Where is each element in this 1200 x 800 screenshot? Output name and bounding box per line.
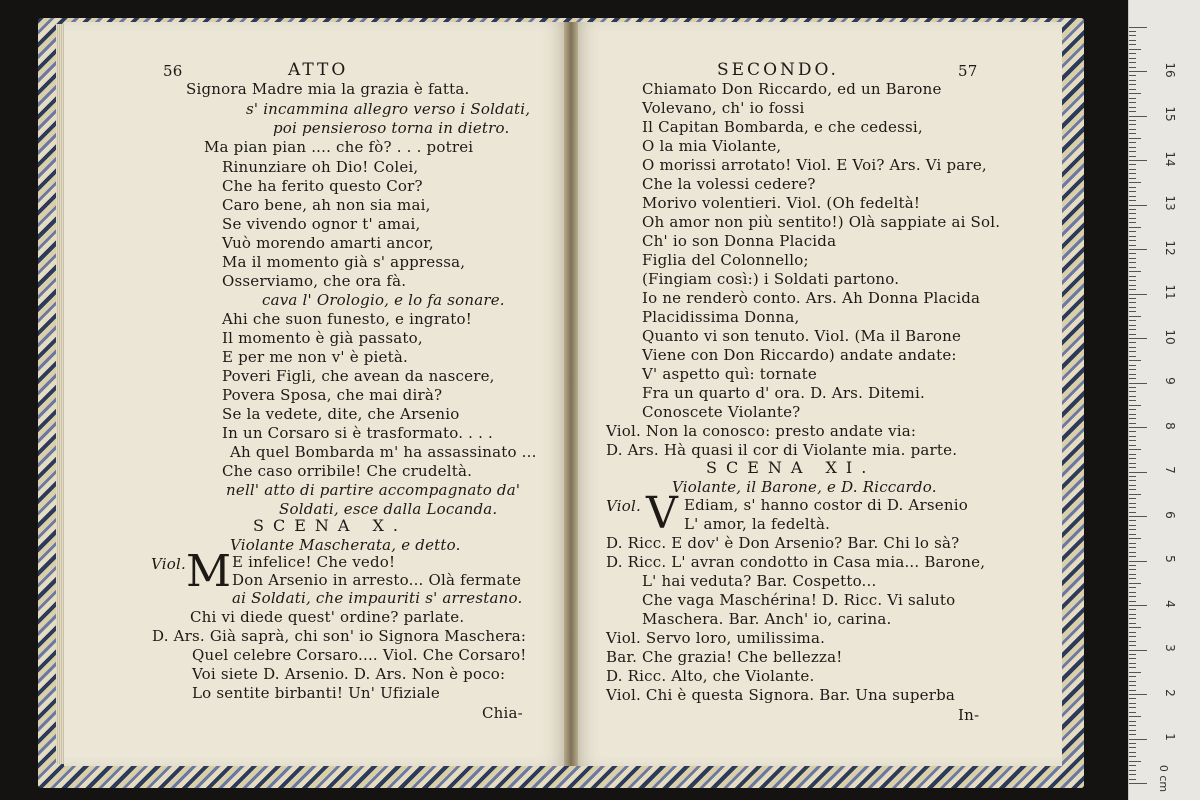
ruler-number: 7: [1163, 466, 1177, 474]
ruler-tick: [1129, 378, 1136, 379]
ruler-tick: [1129, 627, 1141, 628]
text-line: L' hai veduta? Bar. Cospetto...: [642, 572, 877, 590]
text-line: Conoscete Violante?: [642, 403, 801, 421]
text-line: D. Ars. Già saprà, chi son' io Signora Maschera:: [152, 627, 527, 645]
ruler-tick: [1129, 320, 1136, 321]
ruler-tick: [1129, 698, 1136, 699]
text-line: Quel celebre Corsaro.... Viol. Che Corsaro!: [192, 646, 527, 664]
book-gutter: [564, 22, 578, 766]
ruler-tick: [1129, 258, 1136, 259]
ruler-tick: [1129, 458, 1136, 459]
ruler-tick: [1129, 365, 1136, 366]
ruler-tick: [1129, 721, 1136, 722]
text-line: Viol. Non la conosco: presto andate via:: [606, 422, 917, 440]
ruler-tick: [1129, 289, 1136, 290]
stage-direction: cava l' Orologio, e lo fa sonare.: [262, 291, 505, 309]
ruler-tick: [1129, 44, 1136, 45]
ruler-tick: [1129, 35, 1136, 36]
ruler-tick: [1129, 614, 1136, 615]
ruler-tick: [1129, 142, 1136, 143]
text-line: Signora Madre mia la grazia è fatta.: [186, 80, 470, 98]
stage-direction: ai Soldati, che impauriti s' arrestano.: [232, 589, 523, 607]
ruler-tick: [1129, 387, 1136, 388]
text-line: Volevano, ch' io fossi: [642, 99, 805, 117]
ruler-number: 3: [1163, 644, 1177, 652]
ruler-tick: [1129, 342, 1136, 343]
text-line: Povera Sposa, che mai dirà?: [222, 386, 443, 404]
ruler-tick: [1129, 133, 1136, 134]
ruler-tick: [1129, 209, 1136, 210]
ruler-tick: [1129, 67, 1136, 68]
stage-direction: poi pensieroso torna in dietro.: [273, 119, 510, 137]
ruler-tick: [1129, 641, 1136, 642]
ruler-tick: [1129, 703, 1136, 704]
ruler-tick: [1129, 262, 1136, 263]
ruler-tick: [1129, 129, 1136, 130]
ruler-tick: [1129, 449, 1141, 450]
ruler-tick: [1129, 596, 1136, 597]
text-line: D. Ricc. E dov' è Don Arsenio? Bar. Chi lo sà?: [606, 534, 960, 552]
ruler-tick: [1129, 285, 1136, 286]
ruler-tick: [1129, 476, 1136, 477]
ruler-tick: [1129, 84, 1136, 85]
stage-direction: s' incammina allegro verso i Soldati,: [246, 100, 531, 118]
ruler-tick: [1129, 120, 1136, 121]
ruler-tick: [1129, 191, 1136, 192]
ruler-tick: [1129, 325, 1136, 326]
ruler-number: 12: [1163, 240, 1177, 256]
ruler-tick: [1129, 111, 1136, 112]
ruler-tick: [1129, 383, 1147, 384]
ruler-tick: [1129, 467, 1136, 468]
ruler-tick: [1129, 414, 1136, 415]
ruler-tick: [1129, 676, 1136, 677]
text-line: L' amor, la fedeltà.: [684, 515, 831, 533]
ruler-tick: [1129, 463, 1136, 464]
ruler-tick: [1129, 747, 1136, 748]
ruler-number: 10: [1163, 329, 1177, 345]
ruler-unit: 0 cm: [1157, 764, 1171, 793]
ruler-tick: [1129, 151, 1136, 152]
ruler-tick: [1129, 765, 1136, 766]
text-line: Che ha ferito questo Cor?: [222, 177, 423, 195]
text-line: Chi vi diede quest' ordine? parlate.: [190, 608, 465, 626]
ruler-tick: [1129, 663, 1136, 664]
ruler-tick: [1129, 578, 1136, 579]
ruler-tick: [1129, 480, 1136, 481]
ruler-tick: [1129, 178, 1136, 179]
text-line: E per me non v' è pietà.: [222, 348, 408, 366]
text-line: Viol. Servo loro, umilissima.: [606, 629, 826, 647]
ruler-tick: [1129, 156, 1136, 157]
ruler-tick: [1129, 681, 1136, 682]
speaker-label: Viol.: [151, 555, 186, 573]
ruler-tick: [1129, 485, 1136, 486]
ruler-number: 13: [1163, 195, 1177, 211]
ruler-tick: [1129, 253, 1136, 254]
ruler-tick: [1129, 605, 1147, 606]
ruler-tick: [1129, 618, 1136, 619]
ruler-tick: [1129, 770, 1136, 771]
ruler-tick: [1129, 164, 1136, 165]
catchword: Chia-: [482, 704, 523, 722]
text-line: Ediam, s' hanno costor di D. Arsenio: [684, 496, 968, 514]
ruler-tick: [1129, 650, 1147, 651]
ruler-tick: [1129, 756, 1136, 757]
ruler-number: 6: [1163, 511, 1177, 519]
catchword: In-: [958, 706, 980, 724]
ruler-tick: [1129, 374, 1136, 375]
ruler-tick: [1129, 58, 1136, 59]
ruler-tick: [1129, 454, 1136, 455]
ruler-tick: [1129, 734, 1136, 735]
ruler-tick: [1129, 672, 1141, 673]
ruler-tick: [1129, 516, 1147, 517]
ruler-tick: [1129, 311, 1136, 312]
ruler-tick: [1129, 147, 1136, 148]
running-head: SECONDO.: [717, 60, 839, 80]
ruler-tick: [1129, 329, 1136, 330]
ruler-tick: [1129, 743, 1136, 744]
ruler-tick: [1129, 694, 1147, 695]
ruler-tick: [1129, 316, 1141, 317]
ruler-tick: [1129, 707, 1136, 708]
text-line: (Fingiam così:) i Soldati partono.: [642, 270, 900, 288]
ruler-tick: [1129, 89, 1136, 90]
ruler-tick: [1129, 489, 1136, 490]
ruler-tick: [1129, 409, 1136, 410]
text-line: D. Ricc. L' avran condotto in Casa mia... Barone,: [606, 553, 986, 571]
ruler-tick: [1129, 245, 1136, 246]
scene-heading: SCENA X.: [253, 516, 407, 535]
ruler-tick: [1129, 512, 1136, 513]
ruler-tick: [1129, 725, 1136, 726]
text-line: O morissi arrotato! Viol. E Voi? Ars. Vi pare,: [642, 156, 987, 174]
ruler-tick: [1129, 200, 1136, 201]
ruler-tick: [1129, 436, 1136, 437]
ruler-tick: [1129, 431, 1136, 432]
text-line: In un Corsaro si è trasformato. . . .: [222, 424, 493, 442]
ruler-tick: [1129, 690, 1136, 691]
text-line: Rinunziare oh Dio! Colei,: [222, 158, 419, 176]
ruler-tick: [1129, 231, 1136, 232]
text-line: Don Arsenio in arresto... Olà fermate: [232, 571, 522, 589]
ruler-tick: [1129, 31, 1136, 32]
text-line: Morivo volentieri. Viol. (Oh fedeltà!: [642, 194, 921, 212]
ruler-tick: [1129, 534, 1136, 535]
text-line: Se vivendo ognor t' amai,: [222, 215, 421, 233]
page-number: 56: [163, 62, 183, 80]
text-line: Viol. Chi è questa Signora. Bar. Una superba: [606, 686, 956, 704]
ruler-tick: [1129, 205, 1147, 206]
ruler-tick: [1129, 267, 1136, 268]
drop-cap: M: [186, 546, 232, 597]
ruler-number: 2: [1163, 689, 1177, 697]
ruler-number: 15: [1163, 106, 1177, 122]
text-line: Ahi che suon funesto, e ingrato!: [222, 310, 472, 328]
ruler-tick: [1129, 169, 1136, 170]
ruler-tick: [1129, 498, 1136, 499]
stage-direction: Soldati, esce dalla Locanda.: [279, 500, 498, 518]
ruler-tick: [1129, 173, 1136, 174]
ruler-number: 14: [1163, 151, 1177, 167]
text-line: Viene con Don Riccardo) andate andate:: [642, 346, 957, 364]
ruler-tick: [1129, 761, 1141, 762]
ruler-tick: [1129, 503, 1136, 504]
ruler-tick: [1129, 609, 1136, 610]
ruler-tick: [1129, 218, 1136, 219]
text-line: Figlia del Colonnello;: [642, 251, 809, 269]
text-line: D. Ars. Hà quasi il cor di Violante mia. parte.: [606, 441, 958, 459]
ruler-tick: [1129, 685, 1136, 686]
ruler-tick: [1129, 556, 1136, 557]
ruler-tick: [1129, 445, 1136, 446]
text-line: Osserviamo, che ora fà.: [222, 272, 407, 290]
text-line: Oh amor non più sentito!) Olà sappiate ai Sol.: [642, 213, 1001, 231]
ruler-tick: [1129, 632, 1136, 633]
ruler-tick: [1129, 93, 1141, 94]
ruler-tick: [1129, 418, 1136, 419]
ruler-tick: [1129, 98, 1136, 99]
scene-characters: Violante Mascherata, e detto.: [230, 536, 461, 554]
ruler-tick: [1129, 547, 1136, 548]
ruler-tick: [1129, 160, 1147, 161]
ruler-tick: [1129, 529, 1136, 530]
ruler-tick: [1129, 472, 1147, 473]
ruler-tick: [1129, 423, 1136, 424]
ruler-tick: [1129, 739, 1147, 740]
ruler-number: 4: [1163, 600, 1177, 608]
ruler-number: 11: [1163, 284, 1177, 300]
ruler-tick: [1129, 276, 1136, 277]
ruler-tick: [1129, 405, 1141, 406]
ruler-tick: [1129, 779, 1136, 780]
text-line: Che la volessi cedere?: [642, 175, 816, 193]
ruler-tick: [1129, 565, 1136, 566]
text-line: Il momento è già passato,: [222, 329, 423, 347]
scene-heading: SCENA XI.: [706, 458, 876, 477]
ruler-tick: [1129, 561, 1147, 562]
ruler-tick: [1129, 227, 1141, 228]
ruler-tick: [1129, 667, 1136, 668]
ruler-tick: [1129, 138, 1141, 139]
text-line: Voi siete D. Arsenio. D. Ars. Non è poco:: [192, 665, 506, 683]
text-line: Il Capitan Bombarda, e che cedessi,: [642, 118, 923, 136]
ruler-tick: [1129, 730, 1136, 731]
text-line: Quanto vi son tenuto. Viol. (Ma il Barone: [642, 327, 962, 345]
text-line: Io ne renderò conto. Ars. Ah Donna Placida: [642, 289, 981, 307]
text-line: Ah quel Bombarda m' ha assassinato ...: [230, 443, 537, 461]
scene-characters: Violante, il Barone, e D. Riccardo.: [672, 478, 937, 496]
ruler-tick: [1129, 440, 1136, 441]
text-line: Se la vedete, dite, che Arsenio: [222, 405, 460, 423]
text-line: Ma pian pian .... che fò? . . . potrei: [204, 138, 474, 156]
text-line: Placidissima Donna,: [642, 308, 800, 326]
ruler-tick: [1129, 369, 1136, 370]
ruler-tick: [1129, 654, 1136, 655]
ruler-tick: [1129, 40, 1136, 41]
text-line: D. Ricc. Alto, che Violante.: [606, 667, 815, 685]
ruler-tick: [1129, 520, 1136, 521]
ruler-tick: [1129, 391, 1136, 392]
text-line: E infelice! Che vedo!: [232, 553, 396, 571]
ruler-tick: [1129, 583, 1141, 584]
ruler-tick: [1129, 592, 1136, 593]
running-head: ATTO: [288, 60, 349, 80]
ruler-tick: [1129, 107, 1136, 108]
text-line: Caro bene, ah non sia mai,: [222, 196, 431, 214]
ruler-tick: [1129, 222, 1136, 223]
ruler-tick: [1129, 280, 1136, 281]
ruler-tick: [1129, 636, 1136, 637]
ruler-tick: [1129, 182, 1141, 183]
text-line: Che vaga Maschérina! D. Ricc. Vi saluto: [642, 591, 956, 609]
ruler-tick: [1129, 196, 1136, 197]
ruler-number: 16: [1163, 62, 1177, 78]
ruler-tick: [1129, 400, 1136, 401]
ruler-tick: [1129, 427, 1147, 428]
speaker-label: Viol.: [606, 497, 641, 515]
text-line: Ch' io son Donna Placida: [642, 232, 837, 250]
text-line: O la mia Violante,: [642, 137, 782, 155]
ruler-tick: [1129, 49, 1141, 50]
ruler-number: 9: [1163, 377, 1177, 385]
ruler-tick: [1129, 236, 1136, 237]
ruler-tick: [1129, 53, 1136, 54]
ruler-tick: [1129, 80, 1136, 81]
ruler-number: 5: [1163, 555, 1177, 563]
text-line: Che caso orribile! Che crudeltà.: [222, 462, 473, 480]
ruler-tick: [1129, 75, 1136, 76]
ruler-number: 1: [1163, 733, 1177, 741]
ruler-tick: [1129, 569, 1136, 570]
ruler-tick: [1129, 396, 1136, 397]
ruler-tick: [1129, 494, 1141, 495]
ruler-tick: [1129, 587, 1136, 588]
ruler-tick: [1129, 507, 1136, 508]
ruler-tick: [1129, 752, 1136, 753]
ruler-tick: [1129, 525, 1136, 526]
ruler-tick: [1129, 716, 1141, 717]
ruler-tick: [1129, 249, 1147, 250]
ruler-tick: [1129, 62, 1136, 63]
ruler-tick: [1129, 334, 1136, 335]
ruler-tick: [1129, 298, 1136, 299]
ruler-tick: [1129, 356, 1136, 357]
text-line: Lo sentite birbanti! Un' Ufiziale: [192, 684, 440, 702]
ruler-number: 8: [1163, 422, 1177, 430]
text-line: Ma il momento già s' appressa,: [222, 253, 466, 271]
page-number: 57: [958, 62, 978, 80]
ruler-tick: [1129, 623, 1136, 624]
ruler-tick: [1129, 658, 1136, 659]
text-line: Fra un quarto d' ora. D. Ars. Ditemi.: [642, 384, 925, 402]
ruler-tick: [1129, 307, 1136, 308]
ruler-tick: [1129, 338, 1147, 339]
ruler-tick: [1129, 271, 1141, 272]
text-line: Vuò morendo amarti ancor,: [222, 234, 434, 252]
ruler-tick: [1129, 774, 1136, 775]
ruler-tick: [1129, 538, 1141, 539]
ruler-tick: [1129, 240, 1136, 241]
ruler-tick: [1129, 102, 1136, 103]
ruler-tick: [1129, 124, 1136, 125]
ruler-tick: [1129, 213, 1136, 214]
ruler-tick: [1129, 601, 1136, 602]
ruler-tick: [1129, 351, 1136, 352]
text-line: V' aspetto quì: tornate: [642, 365, 817, 383]
ruler-tick: [1129, 360, 1141, 361]
drop-cap: V: [646, 488, 678, 539]
ruler-tick: [1129, 543, 1136, 544]
text-line: Bar. Che grazia! Che bellezza!: [606, 648, 843, 666]
ruler-tick: [1129, 116, 1147, 117]
stage-direction: nell' atto di partire accompagnato da': [226, 481, 521, 499]
ruler-tick: [1129, 712, 1136, 713]
ruler-tick: [1129, 645, 1136, 646]
ruler-tick: [1129, 552, 1136, 553]
ruler-tick: [1129, 783, 1147, 784]
ruler-tick: [1129, 71, 1147, 72]
text-line: Chiamato Don Riccardo, ed un Barone: [642, 80, 942, 98]
ruler-tick: [1129, 574, 1136, 575]
ruler-tick: [1129, 302, 1136, 303]
text-line: Maschera. Bar. Anch' io, carina.: [642, 610, 892, 628]
ruler-tick: [1129, 27, 1147, 28]
ruler-tick: [1129, 294, 1147, 295]
ruler-tick: [1129, 187, 1136, 188]
text-line: Poveri Figli, che avean da nascere,: [222, 367, 495, 385]
ruler-tick: [1129, 347, 1136, 348]
